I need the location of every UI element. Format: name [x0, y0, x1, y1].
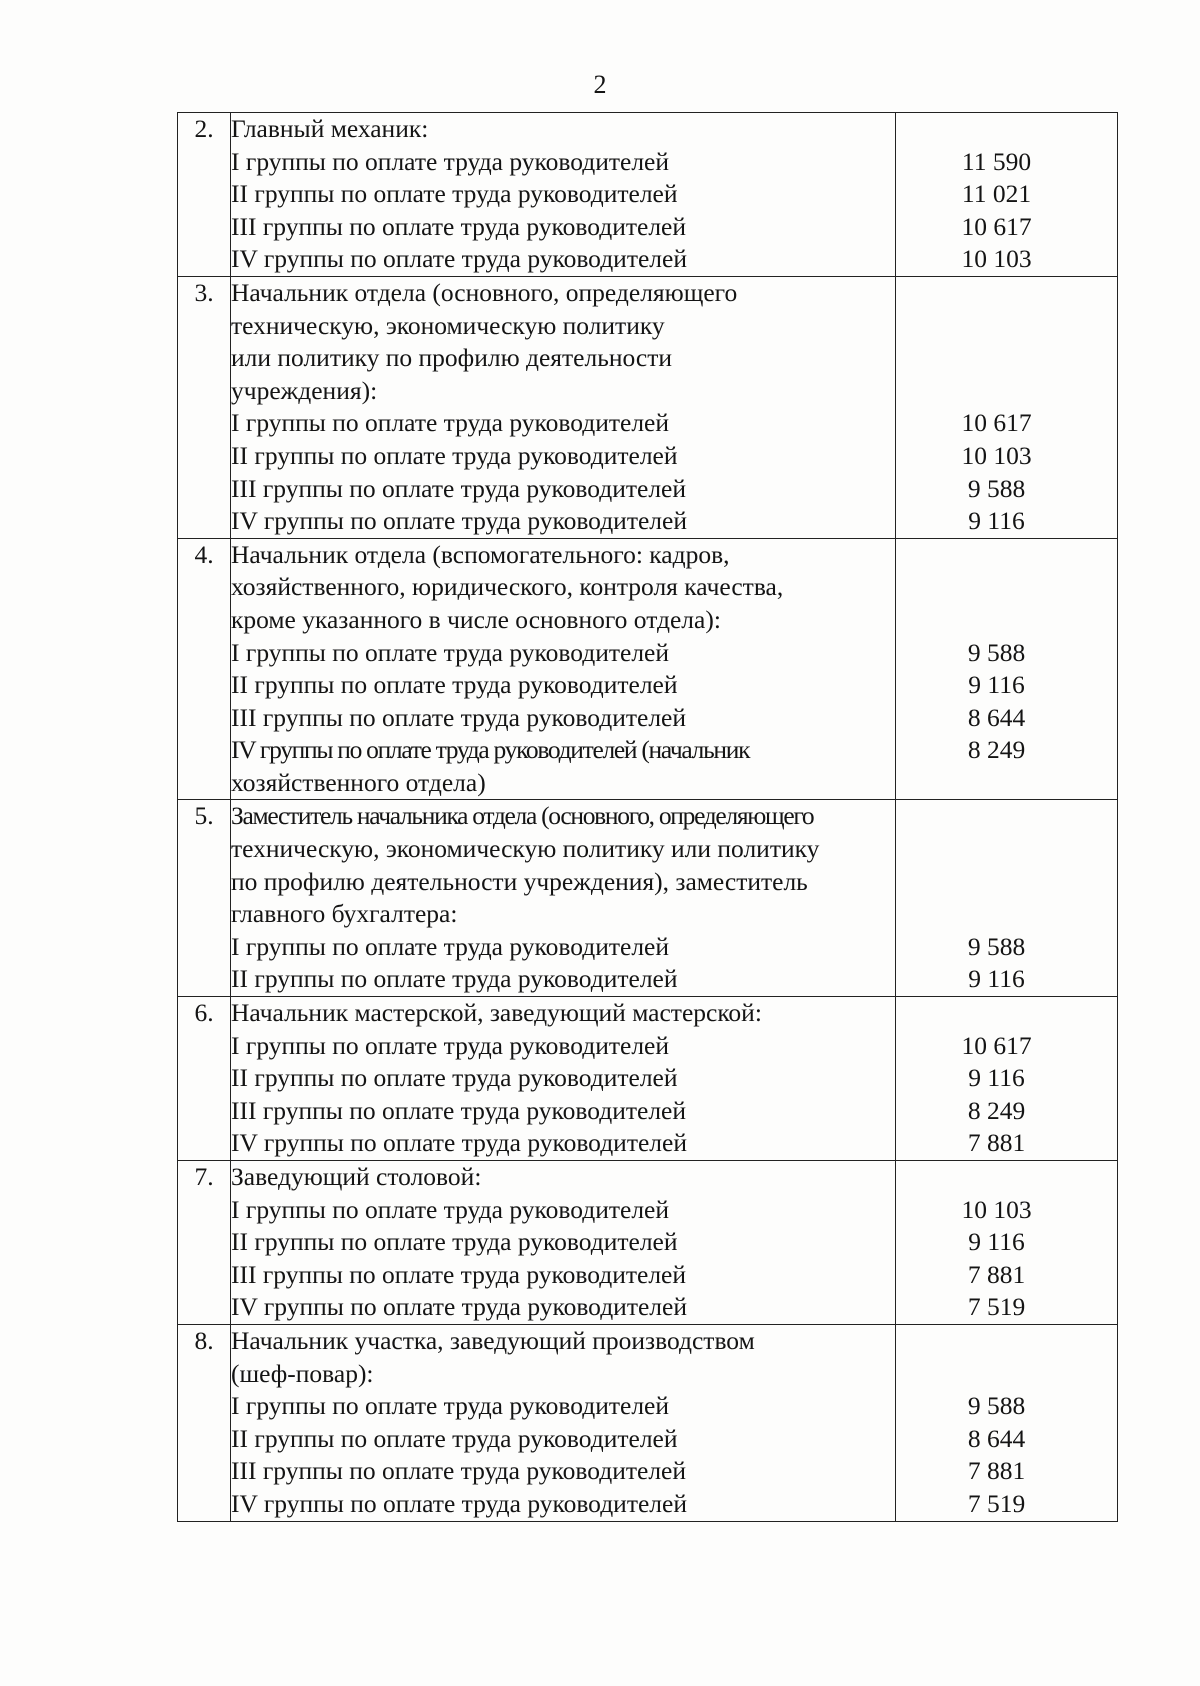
group-label: II группы по оплате труда руководителей	[231, 1423, 678, 1453]
group-label: III группы по оплате труда руководителей	[231, 1259, 687, 1289]
salary-value: 8 249	[967, 1095, 1026, 1125]
group-label: III группы по оплате труда руководителей	[231, 1456, 687, 1486]
salary-value: 7 519	[967, 1292, 1026, 1322]
group-label: I группы по оплате труда руководителей	[231, 931, 670, 961]
group-label: II группы по оплате труда руководителей	[231, 670, 678, 700]
salary-value: 9 116	[968, 1227, 1025, 1257]
amount-cell	[896, 113, 1118, 277]
position-title-line: учреждения):	[231, 375, 378, 405]
position-title-line: Начальник мастерской, заведующий мастерской:	[231, 998, 762, 1028]
table-row	[178, 800, 1118, 997]
group-label: IV группы по оплате труда руководителей	[231, 1292, 687, 1322]
salary-value: 10 103	[961, 440, 1032, 470]
salary-value: 9 116	[968, 670, 1025, 700]
group-label: II группы по оплате труда руководителей	[231, 440, 678, 470]
salary-value: 10 103	[961, 1194, 1032, 1224]
position-title-line: хозяйственного, юридического, контроля качества,	[231, 572, 784, 602]
position-title-line: техническую, экономическую политику или политику	[231, 834, 820, 864]
group-label: IV группы по оплате труда руководителей	[231, 1488, 687, 1518]
table-row	[178, 113, 1118, 277]
salary-value: 9 588	[967, 637, 1026, 667]
position-description	[231, 800, 896, 997]
table-row	[178, 538, 1118, 800]
group-label: I группы по оплате труда руководителей	[231, 637, 670, 667]
salary-value: 8 644	[967, 1423, 1026, 1453]
salary-value: 11 590	[961, 146, 1032, 176]
salary-value: 10 103	[961, 244, 1032, 274]
salary-value: 9 116	[968, 964, 1025, 994]
group-label: II группы по оплате труда руководителей	[231, 179, 678, 209]
salary-value: 7 881	[967, 1456, 1026, 1486]
position-title-line: Главный механик:	[231, 114, 429, 143]
group-label: III группы по оплате труда руководителей	[231, 702, 687, 732]
row-number: 5.	[178, 800, 231, 997]
amount-cell	[896, 1161, 1118, 1325]
salary-value: 10 617	[961, 408, 1032, 438]
group-label: IV группы по оплате труда руководителей	[231, 506, 687, 536]
table-row	[178, 276, 1118, 538]
group-label: III группы по оплате труда руководителей	[231, 1095, 687, 1125]
position-description	[231, 276, 896, 538]
position-description	[231, 538, 896, 800]
salary-value: 8 249	[967, 735, 1026, 765]
salary-value: 9 116	[968, 1063, 1025, 1093]
position-title-line: (шеф-повар):	[231, 1358, 374, 1388]
row-number: 8.	[178, 1324, 231, 1521]
salary-value: 10 617	[961, 1030, 1032, 1060]
group-label: I группы по оплате труда руководителей	[231, 1194, 670, 1224]
row-number: 7.	[178, 1161, 231, 1325]
amount-cell	[896, 276, 1118, 538]
amount-cell	[896, 1324, 1118, 1521]
position-title-line: главного бухгалтера:	[231, 899, 458, 929]
salary-value: 11 021	[961, 179, 1032, 209]
group-label: IV группы по оплате труда руководителей (начальник	[231, 735, 750, 765]
group-label: I группы по оплате труда руководителей	[231, 146, 670, 176]
salary-value: 7 881	[967, 1259, 1026, 1289]
position-title-line: Начальник отдела (основного, определяющего	[231, 277, 738, 307]
salary-value: 9 588	[967, 1391, 1026, 1421]
salary-value: 10 617	[961, 211, 1032, 241]
group-label-continuation: хозяйственного отдела)	[231, 767, 486, 797]
group-label: I группы по оплате труда руководителей	[231, 408, 670, 438]
table-row	[178, 1324, 1118, 1521]
row-number: 2.	[178, 113, 231, 277]
group-label: II группы по оплате труда руководителей	[231, 964, 678, 994]
row-number: 3.	[178, 276, 231, 538]
group-label: III группы по оплате труда руководителей	[231, 211, 687, 241]
position-description	[231, 997, 896, 1161]
amount-cell	[896, 997, 1118, 1161]
salary-value: 9 588	[967, 473, 1026, 503]
salary-value: 9 116	[968, 506, 1025, 536]
position-title-line: по профилю деятельности учреждения), заместитель	[231, 866, 808, 896]
position-title-line: кроме указанного в числе основного отдела):	[231, 604, 721, 634]
position-title-line: Заведующий столовой:	[231, 1162, 482, 1191]
position-title-line: техническую, экономическую политику	[231, 310, 665, 340]
position-title-line: Начальник участка, заведующий производством	[231, 1325, 755, 1355]
group-label: IV группы по оплате труда руководителей	[231, 1128, 687, 1158]
salary-table	[177, 112, 1118, 1522]
page-number: 2	[593, 70, 607, 99]
salary-value: 9 588	[967, 931, 1026, 961]
salary-value: 7 519	[967, 1488, 1026, 1518]
amount-cell	[896, 538, 1118, 800]
position-description	[231, 1324, 896, 1521]
position-description	[231, 1161, 896, 1325]
amount-cell	[896, 800, 1118, 997]
salary-value: 7 881	[967, 1128, 1026, 1158]
group-label: III группы по оплате труда руководителей	[231, 473, 687, 503]
group-label: II группы по оплате труда руководителей	[231, 1063, 678, 1093]
position-title-line: Начальник отдела (вспомогательного: кадров,	[231, 539, 730, 569]
salary-value: 8 644	[967, 702, 1026, 732]
row-number: 4.	[178, 538, 231, 800]
position-title-line: или политику по профилю деятельности	[231, 343, 672, 373]
group-label: IV группы по оплате труда руководителей	[231, 244, 687, 274]
table-row	[178, 997, 1118, 1161]
group-label: I группы по оплате труда руководителей	[231, 1030, 670, 1060]
group-label: I группы по оплате труда руководителей	[231, 1391, 670, 1421]
table-row	[178, 1161, 1118, 1325]
row-number: 6.	[178, 997, 231, 1161]
position-title-line: Заместитель начальника отдела (основного, определяющего	[231, 801, 814, 831]
group-label: II группы по оплате труда руководителей	[231, 1227, 678, 1257]
position-description	[231, 113, 896, 277]
